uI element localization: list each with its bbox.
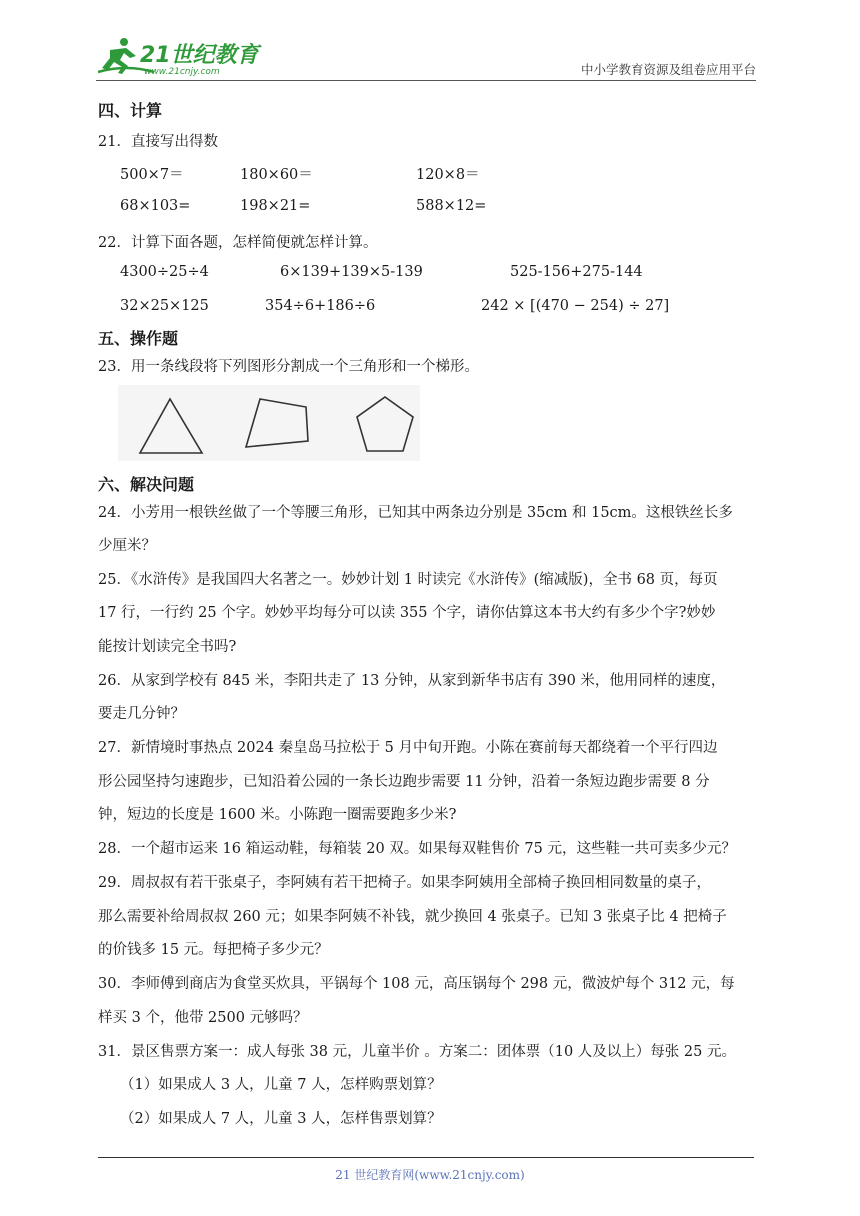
q21-expr-2: 180×60＝	[240, 167, 313, 183]
q22-expr-5: 354÷6+186÷6	[265, 298, 376, 314]
q25-line-2: 17 行，一行约 25 个字。妙妙平均每分可以读 355 个字，请你估算这本书大约有多少个字?妙妙	[98, 605, 716, 621]
q21-expr-6: 588×12=	[416, 198, 487, 214]
footer-divider	[98, 1157, 754, 1158]
q21-expr-4: 68×103=	[120, 198, 191, 214]
q25-line-1: 25．《水浒传》是我国四大名著之一。妙妙计划 1 时读完《水浒传》(缩减版)，全书 68 页，每页	[98, 572, 718, 588]
logo-text: 21世纪教育	[140, 43, 259, 68]
section-title-problems: 六、解决问题	[98, 475, 195, 494]
q29-line-1: 29．周叔叔有若干张桌子，李阿姨有若干把椅子。如果李阿姨用全部椅子换回相同数量的桌子，	[98, 875, 711, 891]
q24-line-2: 少厘米？	[98, 538, 156, 554]
q25-line-3: 能按计划读完全书吗?	[98, 639, 237, 655]
section-title-calculation: 四、计算	[98, 101, 163, 120]
q28-line-1: 28．一个超市运来 16 箱运动鞋，每箱装 20 双。如果每双鞋售价 75 元，这些鞋一共可卖多少元？	[98, 841, 736, 857]
q21-expr-1: 500×7＝	[120, 167, 184, 183]
section-title-operation: 五、操作题	[98, 329, 179, 348]
header-divider	[96, 80, 756, 81]
q22-expr-2: 6×139+139×5-139	[280, 264, 423, 280]
question-22-prompt: 22．计算下面各题，怎样简便就怎样计算。	[98, 235, 378, 251]
site-logo	[96, 36, 266, 78]
question-21-prompt: 21．直接写出得数	[98, 134, 218, 150]
q29-line-3: 的价钱多 15 元。每把椅子多少元？	[98, 942, 329, 958]
platform-name: 中小学教育资源及组卷应用平台	[580, 62, 756, 77]
q27-line-2: 形公园坚持匀速跑步，已知沿着公园的一条长边跑步需要 11 分钟，沿着一条短边跑步需要 8 分	[98, 774, 710, 790]
q27-line-1: 27．新情境时事热点 2024 秦皇岛马拉松于 5 月中旬开跑。小陈在赛前每天都绕着一个平行四边	[98, 740, 718, 756]
shapes-figure	[118, 385, 420, 461]
q31-part-2: （2）如果成人 7 人，儿童 3 人，怎样售票划算？	[120, 1111, 442, 1127]
q26-line-2: 要走几分钟？	[98, 706, 185, 722]
footer-text: 21 世纪教育网(www.21cnjy.com)	[335, 1168, 525, 1182]
q24-line-1: 24．小芳用一根铁丝做了一个等腰三角形，已知其中两条边分别是 35cm 和 15cm。这根铁丝长多	[98, 505, 733, 521]
q30-line-2: 样买 3 个，他带 2500 元够吗？	[98, 1010, 308, 1026]
q27-line-3: 钟，短边的长度是 1600 米。小陈跑一圈需要跑多少米?	[98, 807, 457, 823]
q30-line-1: 30．李师傅到商店为食堂买炊具，平锅每个 108 元，高压锅每个 298 元，微波炉每个 312 元，每	[98, 976, 735, 992]
q21-expr-5: 198×21=	[240, 198, 311, 214]
q26-line-1: 26．从家到学校有 845 米，李阳共走了 13 分钟，从家到新华书店有 390 米，他用同样的速度，	[98, 673, 726, 689]
q21-expr-3: 120×8＝	[416, 167, 480, 183]
q22-expr-6: 242 × [(470 − 254) ÷ 27]	[481, 298, 670, 314]
logo-url: www.21cnjy.com	[144, 67, 220, 77]
q31-part-1: （1）如果成人 3 人，儿童 7 人，怎样购票划算？	[120, 1077, 442, 1093]
q31-line-1: 31．景区售票方案一：成人每张 38 元，儿童半价 。方案二：团体票（10 人及以上）每张 25 元。	[98, 1044, 736, 1060]
q22-expr-4: 32×25×125	[120, 298, 209, 314]
question-23-prompt: 23．用一条线段将下列图形分割成一个三角形和一个梯形。	[98, 359, 479, 375]
q22-expr-1: 4300÷25÷4	[120, 264, 209, 280]
q29-line-2: 那么需要补给周叔叔 260 元；如果李阿姨不补钱，就少换回 4 张桌子。已知 3 张桌子比 4 把椅子	[98, 909, 727, 925]
q22-expr-3: 525-156+275-144	[510, 264, 643, 280]
runner-logo-icon	[96, 36, 266, 78]
